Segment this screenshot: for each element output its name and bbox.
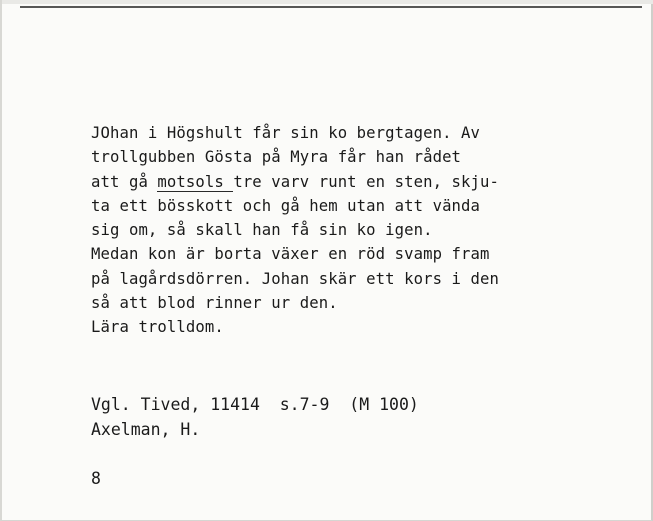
story-line-text: JOhan i Högshult får sin ko bergtagen. Av: [91, 124, 481, 142]
story-text: [91, 121, 641, 340]
story-line-text: ta ett bösskott och gå hem utan att vända: [91, 196, 481, 215]
story-line: [91, 121, 641, 145]
story-line: [91, 218, 641, 242]
reference-line: Vgl. Tived, 11414 s.7-9 (M 100): [91, 395, 419, 414]
story-line: [91, 170, 641, 194]
story-line-text: Lära trolldom.: [91, 318, 224, 337]
story-line: [91, 145, 641, 169]
story-line: [91, 315, 641, 339]
top-edge-shadow: [2, 0, 653, 4]
story-line-text: sig om, så skall han få sin ko igen.: [91, 221, 433, 240]
top-rule: [20, 6, 642, 8]
story-line-text: på lagårdsdörren. Johan skär ett kors i den: [91, 269, 499, 288]
story-line-text: Medan kon är borta växer en röd svamp fram: [91, 245, 490, 264]
story-line: [91, 242, 641, 266]
author-line: Axelman, H.: [91, 420, 201, 439]
underlined-word: motsols: [157, 172, 234, 191]
story-line: [91, 267, 641, 291]
story-line-text: så att blod rinner ur den.: [91, 294, 338, 313]
story-line-text: tre varv runt en sten, skju-: [233, 172, 499, 191]
story-line: [91, 291, 641, 315]
reference-block: [91, 392, 419, 442]
story-line-text: att gå: [91, 172, 158, 191]
page-number: 8: [91, 469, 101, 488]
story-line-text: trollgubben Gösta på Myra får han rådet: [91, 148, 462, 167]
story-line: [91, 194, 641, 218]
